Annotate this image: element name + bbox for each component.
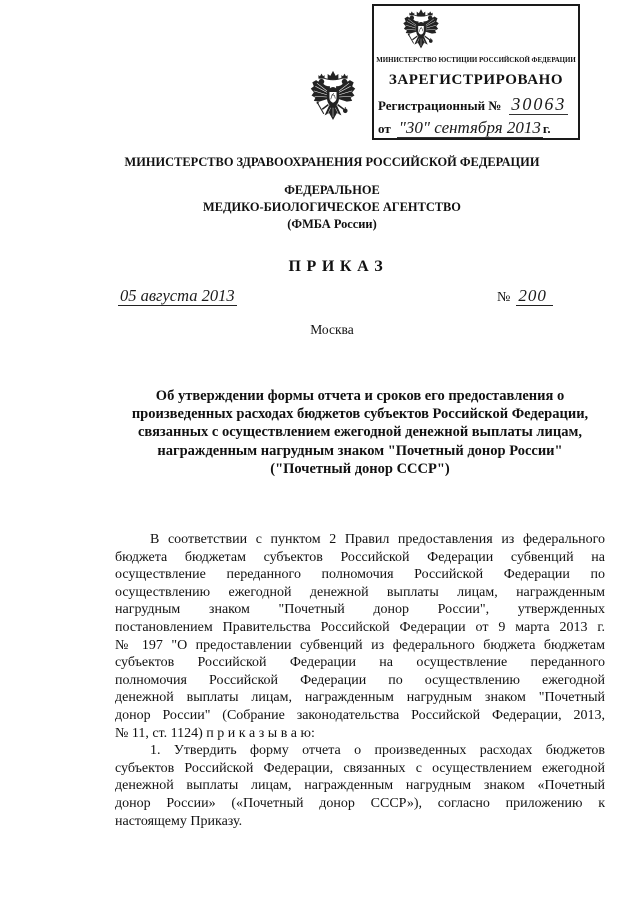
order-date — [118, 285, 237, 308]
paragraph-preamble — [115, 531, 605, 742]
ministry-name: МИНИСТЕРСТВО ЗДРАВООХРАНЕНИЯ РОССИЙСКОЙ ФЕДЕРАЦИИ — [124, 155, 540, 169]
registration-stamp — [372, 4, 580, 140]
subject-line: Об утверждении формы отчета и сроков его предоставления о — [155, 388, 565, 404]
stamp-registration-label: Регистрационный № — [378, 98, 502, 113]
stamp-date-suffix: г. — [542, 121, 551, 136]
order-body — [115, 531, 605, 830]
stamp-date-handwritten: "30" сентября 2013 — [398, 118, 541, 137]
agency-line: МЕДИКО-БИОЛОГИЧЕСКОЕ АГЕНТСТВО — [203, 199, 461, 214]
body-line: субъектов Российской Федерации на осуществление переданного — [115, 655, 605, 671]
stamp-date-prefix: от — [378, 121, 391, 136]
stamp-registration-number: 30063 — [511, 94, 567, 114]
body-line: 1. Утвердить форму отчета о произведенных расходах бюджетов — [150, 743, 605, 759]
document-type: П Р И К А З — [288, 258, 384, 275]
paragraph-item-1 — [115, 742, 605, 830]
body-line: № 11, ст. 1124) п р и к а з ы в а ю: — [115, 725, 315, 741]
subject-line: ("Почетный донор СССР") — [270, 460, 450, 477]
agency-abbreviation: (ФМБА России) — [287, 216, 377, 231]
body-line: бюджета бюджетам субъектов Российской Федерации субвенций на — [115, 549, 605, 565]
stamp-coat-of-arms-icon — [400, 8, 442, 52]
agency-name — [32, 182, 632, 233]
agency-line: ФЕДЕРАЛЬНОЕ — [284, 182, 380, 197]
body-line: осуществление переданного полномочия Российской Федерации по — [115, 567, 605, 583]
body-line: субъектов Российской Федерации, связанных с осуществлением ежегодной — [115, 760, 605, 776]
subject-line: произведенных расходах бюджетов субъектов Российской Федерации, — [131, 406, 589, 423]
stamp-status: ЗАРЕГИСТРИРОВАНО — [388, 72, 564, 88]
body-line: № 197 "О предоставлении субвенций из федерального бюджета бюджетам — [115, 637, 605, 653]
body-line: денежной выплаты лицам, награжденным нагрудным знаком "Почетный — [115, 690, 605, 706]
subject-line: связанных с осуществлением ежегодной денежной выплаты лицам, — [138, 424, 582, 441]
stamp-registration-row — [378, 95, 578, 115]
coat-of-arms-icon — [310, 68, 356, 126]
body-line: нагрудным знаком "Почетный донор России", утвержденных — [115, 602, 605, 618]
order-subject — [115, 387, 605, 478]
body-line: донор России" (Собрание законодательства Российской Федерации, 2013, — [115, 707, 605, 723]
order-number-handwritten: 200 — [516, 286, 553, 306]
subject-line: награжденным нагрудным знаком "Почетный донор России" — [157, 442, 563, 459]
body-line: В соответствии с пунктом 2 Правил предоставления из федерального — [150, 532, 605, 547]
body-line: донор России» («Почетный донор СССР»), согласно приложению к — [115, 795, 605, 811]
order-number — [497, 285, 553, 309]
order-number-label: № — [497, 290, 511, 305]
stamp-date-row — [378, 119, 578, 138]
body-line: осуществлению ежегодной денежной выплаты лицам, награжденным — [115, 584, 605, 600]
body-line: постановлением Правительства Российской Федерации от 9 марта 2013 г. — [115, 619, 605, 635]
city: Москва — [310, 322, 354, 337]
body-line: полномочия Российской Федерации по осуществлению ежегодной — [115, 672, 605, 688]
stamp-ministry-name: МИНИСТЕРСТВО ЮСТИЦИИ РОССИЙСКОЙ ФЕДЕРАЦИИ — [376, 57, 576, 64]
order-date-handwritten: 05 августа 2013 — [120, 286, 235, 305]
body-line: денежной выплаты лицам, награжденным нагрудным знаком «Почетный — [115, 778, 605, 794]
body-line: настоящему Приказу. — [115, 813, 243, 829]
